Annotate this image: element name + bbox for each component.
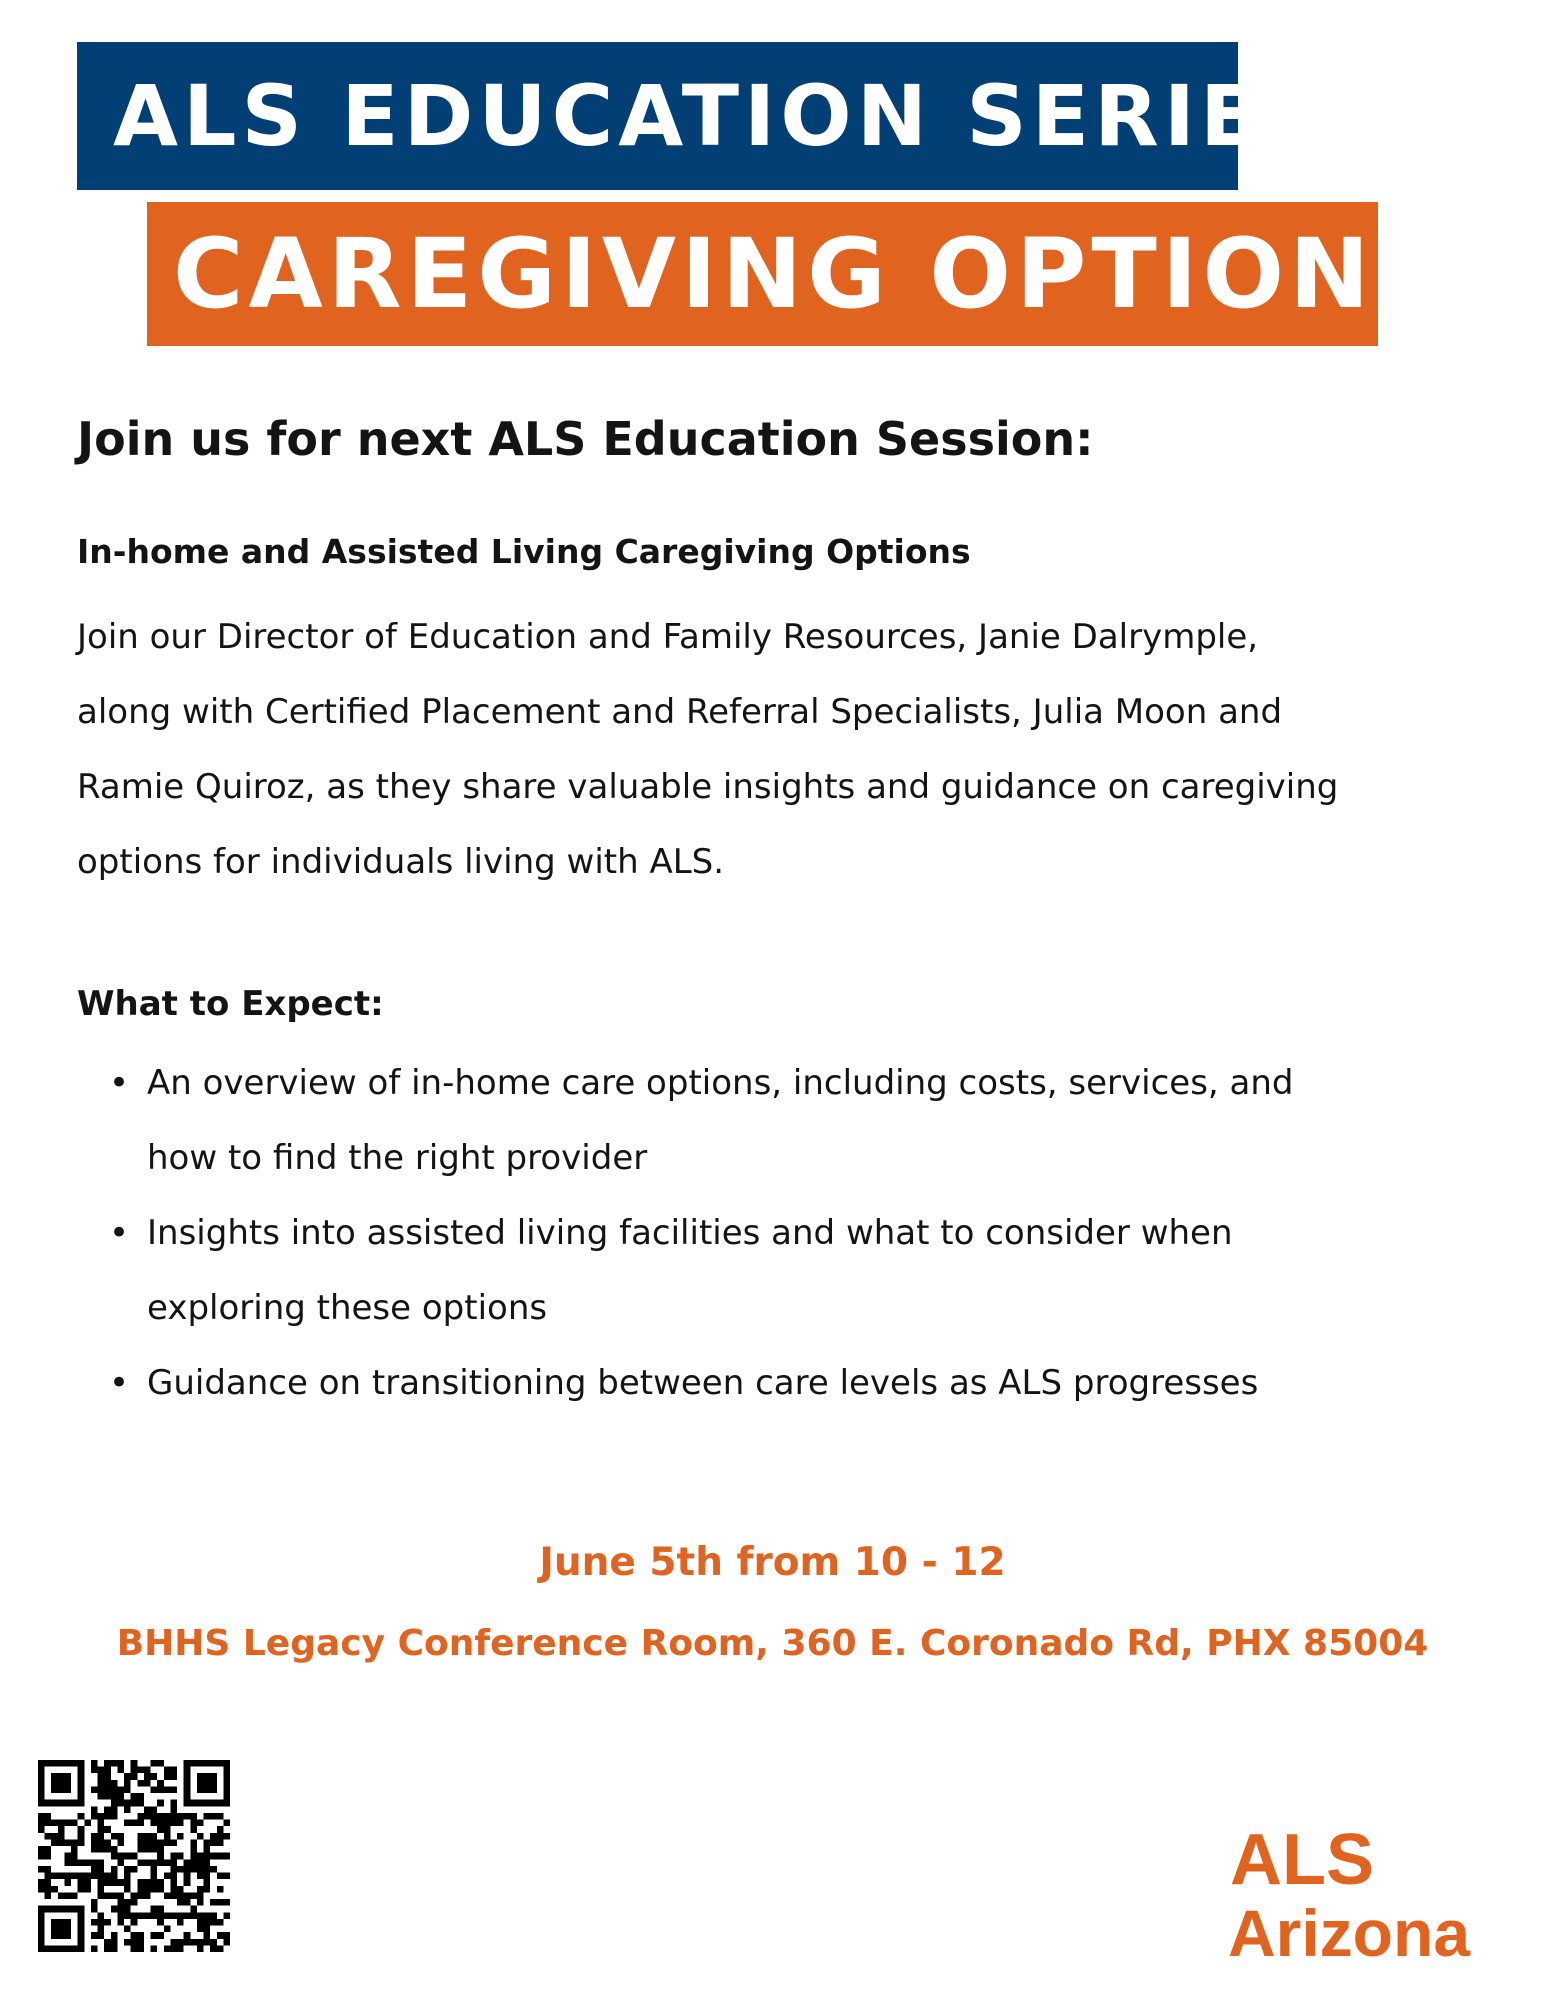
expect-item: • Insights into assisted living facilities and what to consider when exploring these options bbox=[77, 1196, 1317, 1346]
series-banner-text: ALS EDUCATION SERIES bbox=[113, 67, 1328, 165]
topic-banner bbox=[147, 202, 1449, 346]
logo-line2: Arizona bbox=[1228, 1896, 1471, 1970]
session-description: Join our Director of Education and Family Resources, Janie Dalrymple, along with Certified Placement and Referral Specialists, Julia Moon and Ramie Quiroz, as they share valuable insights and guidance on caregiving options for individuals living with ALS. bbox=[77, 617, 1339, 882]
topic-banner-text: CAREGIVING OPTIONS bbox=[173, 218, 1449, 330]
expect-list bbox=[77, 1046, 1317, 1421]
logo-line1: ALS bbox=[1230, 1820, 1374, 1900]
expect-heading: What to Expect: bbox=[77, 984, 384, 1024]
event-date: June 5th from 10 - 12 bbox=[539, 1540, 1006, 1585]
event-location: BHHS Legacy Conference Room, 360 E. Coronado Rd, PHX 85004 bbox=[116, 1623, 1429, 1664]
session-title: In-home and Assisted Living Caregiving Options bbox=[77, 532, 971, 571]
expect-item: • An overview of in-home care options, including costs, services, and how to find the right provider bbox=[77, 1046, 1317, 1196]
intro-heading: Join us for next ALS Education Session: bbox=[77, 412, 1094, 466]
als-arizona-logo bbox=[1226, 1820, 1526, 1970]
qr-code-icon[interactable] bbox=[38, 1760, 230, 1952]
series-banner bbox=[77, 42, 1328, 190]
expect-item: • Guidance on transitioning between care levels as ALS progresses bbox=[77, 1346, 1317, 1421]
